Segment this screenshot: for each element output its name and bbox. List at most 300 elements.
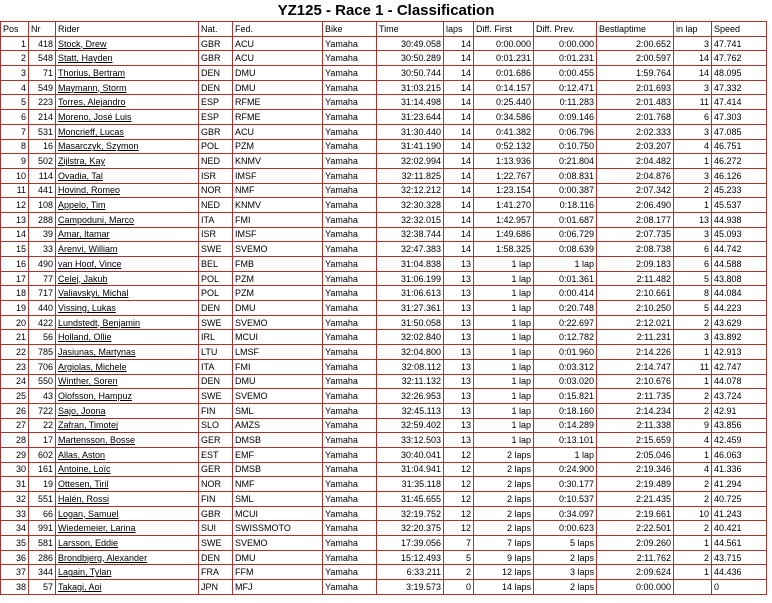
cell-diff-first: 1 lap <box>474 374 534 389</box>
cell-rider[interactable]: Jasiunas, Martynas <box>56 345 199 360</box>
cell-pos: 19 <box>1 301 29 316</box>
table-row <box>1 242 767 257</box>
cell-bike: Yamaha <box>323 286 377 301</box>
cell-fed: FMB <box>233 257 323 272</box>
cell-bike: Yamaha <box>323 301 377 316</box>
cell-bestlap: 2:10.661 <box>597 286 674 301</box>
cell-time: 3:19.573 <box>377 580 444 595</box>
cell-rider[interactable]: Maymann, Storm <box>56 80 199 95</box>
cell-nr: 33 <box>29 242 56 257</box>
cell-rider[interactable]: Hovind, Romeo <box>56 183 199 198</box>
cell-rider[interactable]: Ovadia, Tal <box>56 168 199 183</box>
cell-rider[interactable]: Winther, Soren <box>56 374 199 389</box>
cell-nr: 71 <box>29 66 56 81</box>
cell-pos: 28 <box>1 433 29 448</box>
cell-fed: NMF <box>233 183 323 198</box>
cell-rider[interactable]: Logan, Samuel <box>56 506 199 521</box>
cell-bestlap: 2:14.747 <box>597 359 674 374</box>
cell-diff-first: 2 laps <box>474 492 534 507</box>
cell-pos: 3 <box>1 66 29 81</box>
table-row <box>1 521 767 536</box>
cell-diff-first: 2 laps <box>474 477 534 492</box>
cell-fed: DMU <box>233 374 323 389</box>
col-rider: Rider <box>56 22 199 37</box>
cell-pos: 11 <box>1 183 29 198</box>
cell-pos: 13 <box>1 212 29 227</box>
cell-nr: 418 <box>29 36 56 51</box>
cell-bestlap: 2:11.762 <box>597 550 674 565</box>
cell-rider[interactable]: Zijlstra, Kay <box>56 154 199 169</box>
cell-fed: PZM <box>233 286 323 301</box>
cell-pos: 18 <box>1 286 29 301</box>
cell-nat: FIN <box>199 403 233 418</box>
cell-rider[interactable]: Wiedemeier, Larina <box>56 521 199 536</box>
cell-pos: 9 <box>1 154 29 169</box>
cell-pos: 14 <box>1 227 29 242</box>
cell-diff-first: 1 lap <box>474 286 534 301</box>
cell-nat: NOR <box>199 183 233 198</box>
cell-diff-first: 2 laps <box>474 521 534 536</box>
cell-diff-prev: 0:03.020 <box>534 374 597 389</box>
cell-bestlap: 2:14.226 <box>597 345 674 360</box>
cell-fed: PZM <box>233 271 323 286</box>
cell-nr: 161 <box>29 462 56 477</box>
cell-fed: EMF <box>233 447 323 462</box>
cell-laps: 14 <box>444 242 474 257</box>
cell-diff-prev: 0:08.639 <box>534 242 597 257</box>
cell-rider[interactable]: van Hoof, Vince <box>56 257 199 272</box>
cell-rider[interactable]: Argiolas, Michele <box>56 359 199 374</box>
cell-speed: 47.303 <box>712 110 767 125</box>
cell-nat: SWE <box>199 389 233 404</box>
col-bestlap: Bestlaptime <box>597 22 674 37</box>
cell-in-lap: 1 <box>674 198 712 213</box>
cell-diff-first: 1 lap <box>474 301 534 316</box>
col-nr: Nr <box>29 22 56 37</box>
cell-laps: 12 <box>444 462 474 477</box>
cell-nat: ISR <box>199 168 233 183</box>
cell-nat: FIN <box>199 492 233 507</box>
cell-bike: Yamaha <box>323 359 377 374</box>
cell-rider[interactable]: Moreno, José Luis <box>56 110 199 125</box>
cell-in-lap <box>674 580 712 595</box>
cell-pos: 33 <box>1 506 29 521</box>
cell-in-lap: 6 <box>674 257 712 272</box>
cell-diff-prev: 0:06.796 <box>534 124 597 139</box>
cell-speed: 43.724 <box>712 389 767 404</box>
cell-rider[interactable]: Amar, Itamar <box>56 227 199 242</box>
cell-rider[interactable]: Celej, Jakub <box>56 271 199 286</box>
cell-nat: POL <box>199 271 233 286</box>
cell-time: 30:50.744 <box>377 66 444 81</box>
cell-laps: 13 <box>444 271 474 286</box>
cell-fed: SVEMO <box>233 242 323 257</box>
cell-rider[interactable]: Lundstedt, Benjamin <box>56 315 199 330</box>
cell-nr: 722 <box>29 403 56 418</box>
cell-nat: ITA <box>199 212 233 227</box>
cell-nat: GBR <box>199 506 233 521</box>
cell-time: 32:19.752 <box>377 506 444 521</box>
cell-time: 31:06.199 <box>377 271 444 286</box>
cell-fed: DMU <box>233 301 323 316</box>
cell-laps: 14 <box>444 110 474 125</box>
cell-diff-prev: 0:00.455 <box>534 66 597 81</box>
cell-pos: 32 <box>1 492 29 507</box>
cell-diff-prev: 0:15.821 <box>534 389 597 404</box>
cell-laps: 2 <box>444 565 474 580</box>
table-row <box>1 536 767 551</box>
cell-diff-prev: 0:08.831 <box>534 168 597 183</box>
table-row <box>1 345 767 360</box>
cell-time: 32:26.953 <box>377 389 444 404</box>
cell-nr: 77 <box>29 271 56 286</box>
cell-time: 30:49.058 <box>377 36 444 51</box>
cell-fed: DMU <box>233 550 323 565</box>
cell-in-lap: 3 <box>674 80 712 95</box>
cell-pos: 24 <box>1 374 29 389</box>
table-row <box>1 36 767 51</box>
cell-speed: 44.436 <box>712 565 767 580</box>
cell-nr: 43 <box>29 389 56 404</box>
cell-rider[interactable]: Olofsson, Hampuz <box>56 389 199 404</box>
cell-time: 31:23.644 <box>377 110 444 125</box>
cell-diff-first: 2 laps <box>474 447 534 462</box>
cell-rider[interactable]: Valiavskyi, Michal <box>56 286 199 301</box>
table-row <box>1 389 767 404</box>
cell-nr: 549 <box>29 80 56 95</box>
table-row <box>1 580 767 595</box>
cell-time: 31:45.655 <box>377 492 444 507</box>
cell-rider[interactable]: Allas, Aston <box>56 447 199 462</box>
cell-diff-first: 1 lap <box>474 359 534 374</box>
cell-laps: 14 <box>444 80 474 95</box>
cell-bike: Yamaha <box>323 227 377 242</box>
cell-in-lap: 5 <box>674 271 712 286</box>
cell-laps: 13 <box>444 257 474 272</box>
cell-rider[interactable]: Thorius, Bertram <box>56 66 199 81</box>
cell-fed: ACU <box>233 124 323 139</box>
cell-time: 32:11.825 <box>377 168 444 183</box>
cell-nr: 602 <box>29 447 56 462</box>
cell-bestlap: 2:11.231 <box>597 330 674 345</box>
cell-fed: SVEMO <box>233 315 323 330</box>
cell-nr: 223 <box>29 95 56 110</box>
cell-bestlap: 2:12.021 <box>597 315 674 330</box>
cell-nat: POL <box>199 139 233 154</box>
col-diff-prev: Diff. Prev. <box>534 22 597 37</box>
cell-rider[interactable]: Appelo, Tim <box>56 198 199 213</box>
cell-nat: SWE <box>199 315 233 330</box>
cell-bestlap: 2:19.489 <box>597 477 674 492</box>
cell-diff-first: 1 lap <box>474 257 534 272</box>
cell-pos: 7 <box>1 124 29 139</box>
cell-speed: 47.741 <box>712 36 767 51</box>
cell-bike: Yamaha <box>323 345 377 360</box>
cell-nr: 422 <box>29 315 56 330</box>
cell-nat: EST <box>199 447 233 462</box>
cell-nat: NOR <box>199 477 233 492</box>
cell-speed: 43.715 <box>712 550 767 565</box>
cell-nr: 441 <box>29 183 56 198</box>
cell-rider[interactable]: Arenvi, William <box>56 242 199 257</box>
cell-diff-first: 1 lap <box>474 389 534 404</box>
table-row <box>1 315 767 330</box>
cell-laps: 7 <box>444 536 474 551</box>
cell-time: 32:32.015 <box>377 212 444 227</box>
col-speed: Speed <box>712 22 767 37</box>
cell-diff-first: 0:25.440 <box>474 95 534 110</box>
cell-nr: 344 <box>29 565 56 580</box>
cell-fed: AMZS <box>233 418 323 433</box>
cell-in-lap: 2 <box>674 550 712 565</box>
cell-rider[interactable]: Antoine, Loïc <box>56 462 199 477</box>
cell-diff-prev: 0:12.782 <box>534 330 597 345</box>
cell-laps: 14 <box>444 36 474 51</box>
cell-diff-prev: 0:24.900 <box>534 462 597 477</box>
cell-bestlap: 2:11.482 <box>597 271 674 286</box>
cell-bike: Yamaha <box>323 212 377 227</box>
cell-pos: 34 <box>1 521 29 536</box>
cell-time: 6:33.211 <box>377 565 444 580</box>
cell-speed: 45.093 <box>712 227 767 242</box>
cell-nr: 22 <box>29 418 56 433</box>
cell-laps: 12 <box>444 477 474 492</box>
cell-fed: LMSF <box>233 345 323 360</box>
cell-fed: DMSB <box>233 462 323 477</box>
cell-time: 31:41.190 <box>377 139 444 154</box>
cell-speed: 42.91 <box>712 403 767 418</box>
cell-rider[interactable]: Vissing, Lukas <box>56 301 199 316</box>
cell-rider[interactable]: Campoduni, Marco <box>56 212 199 227</box>
cell-bestlap: 2:21.435 <box>597 492 674 507</box>
cell-bestlap: 2:15.659 <box>597 433 674 448</box>
cell-laps: 13 <box>444 301 474 316</box>
cell-time: 32:08.112 <box>377 359 444 374</box>
cell-diff-first: 1 lap <box>474 403 534 418</box>
header-row <box>1 22 767 37</box>
cell-diff-first: 9 laps <box>474 550 534 565</box>
cell-in-lap: 1 <box>674 345 712 360</box>
cell-nat: GER <box>199 462 233 477</box>
cell-bike: Yamaha <box>323 403 377 418</box>
cell-bestlap: 2:04.482 <box>597 154 674 169</box>
cell-nr: 717 <box>29 286 56 301</box>
cell-fed: IMSF <box>233 168 323 183</box>
cell-speed: 46.272 <box>712 154 767 169</box>
table-row <box>1 330 767 345</box>
cell-pos: 20 <box>1 315 29 330</box>
cell-fed: KNMV <box>233 154 323 169</box>
cell-rider[interactable]: Sajo, Joona <box>56 403 199 418</box>
cell-laps: 13 <box>444 345 474 360</box>
cell-bike: Yamaha <box>323 433 377 448</box>
cell-rider[interactable]: Lagain, Tylan <box>56 565 199 580</box>
cell-nr: 581 <box>29 536 56 551</box>
cell-diff-prev: 0:20.748 <box>534 301 597 316</box>
cell-diff-prev: 0:22.697 <box>534 315 597 330</box>
cell-diff-first: 1 lap <box>474 345 534 360</box>
cell-diff-prev: 0:00.387 <box>534 183 597 198</box>
cell-laps: 13 <box>444 286 474 301</box>
cell-nr: 108 <box>29 198 56 213</box>
cell-rider[interactable]: Torres, Alejandro <box>56 95 199 110</box>
cell-time: 32:59.402 <box>377 418 444 433</box>
cell-fed: KNMV <box>233 198 323 213</box>
cell-time: 32:30.328 <box>377 198 444 213</box>
cell-fed: DMSB <box>233 433 323 448</box>
cell-rider[interactable]: Martensson, Bosse <box>56 433 199 448</box>
cell-time: 31:14.498 <box>377 95 444 110</box>
cell-rider[interactable]: Zafran, Timotej <box>56 418 199 433</box>
cell-laps: 14 <box>444 124 474 139</box>
cell-diff-first: 7 laps <box>474 536 534 551</box>
cell-diff-prev: 0:00.414 <box>534 286 597 301</box>
cell-rider[interactable]: Moncrieff, Lucas <box>56 124 199 139</box>
cell-nat: DEN <box>199 550 233 565</box>
cell-rider[interactable]: Masarczyk, Szymon <box>56 139 199 154</box>
cell-laps: 13 <box>444 359 474 374</box>
cell-diff-first: 1 lap <box>474 315 534 330</box>
cell-rider[interactable]: Stock, Drew <box>56 36 199 51</box>
cell-speed: 47.085 <box>712 124 767 139</box>
cell-diff-first: 2 laps <box>474 506 534 521</box>
cell-nr: 66 <box>29 506 56 521</box>
cell-fed: DMU <box>233 66 323 81</box>
cell-pos: 38 <box>1 580 29 595</box>
col-diff-first: Diff. First <box>474 22 534 37</box>
cell-bestlap: 2:00.652 <box>597 36 674 51</box>
cell-rider[interactable]: Ottesen, Tiril <box>56 477 199 492</box>
cell-in-lap: 14 <box>674 51 712 66</box>
cell-fed: MCUI <box>233 330 323 345</box>
table-row <box>1 257 767 272</box>
cell-speed: 44.223 <box>712 301 767 316</box>
cell-nr: 214 <box>29 110 56 125</box>
cell-nat: GBR <box>199 124 233 139</box>
cell-bestlap: 2:07.342 <box>597 183 674 198</box>
table-row <box>1 462 767 477</box>
cell-speed: 45.537 <box>712 198 767 213</box>
cell-in-lap: 1 <box>674 374 712 389</box>
cell-bestlap: 2:19.661 <box>597 506 674 521</box>
cell-laps: 12 <box>444 492 474 507</box>
cell-in-lap: 10 <box>674 506 712 521</box>
cell-bike: Yamaha <box>323 154 377 169</box>
cell-speed: 44.078 <box>712 374 767 389</box>
cell-pos: 30 <box>1 462 29 477</box>
cell-in-lap: 6 <box>674 242 712 257</box>
cell-time: 32:04.800 <box>377 345 444 360</box>
cell-in-lap: 1 <box>674 565 712 580</box>
cell-laps: 14 <box>444 183 474 198</box>
cell-laps: 14 <box>444 212 474 227</box>
cell-laps: 13 <box>444 403 474 418</box>
table-row <box>1 506 767 521</box>
cell-in-lap: 2 <box>674 492 712 507</box>
cell-time: 30:40.041 <box>377 447 444 462</box>
cell-laps: 14 <box>444 139 474 154</box>
cell-laps: 13 <box>444 315 474 330</box>
cell-pos: 17 <box>1 271 29 286</box>
cell-diff-first: 0:52.132 <box>474 139 534 154</box>
cell-bike: Yamaha <box>323 80 377 95</box>
cell-laps: 14 <box>444 95 474 110</box>
cell-nat: ITA <box>199 359 233 374</box>
cell-speed: 41.243 <box>712 506 767 521</box>
cell-diff-first: 0:01.686 <box>474 66 534 81</box>
cell-fed: ACU <box>233 51 323 66</box>
table-row <box>1 183 767 198</box>
cell-nr: 440 <box>29 301 56 316</box>
cell-fed: SVEMO <box>233 389 323 404</box>
cell-bike: Yamaha <box>323 168 377 183</box>
table-row <box>1 492 767 507</box>
cell-in-lap: 8 <box>674 286 712 301</box>
table-row <box>1 286 767 301</box>
cell-diff-first: 0:00.000 <box>474 36 534 51</box>
cell-fed: MCUI <box>233 506 323 521</box>
cell-diff-first: 0:14.157 <box>474 80 534 95</box>
cell-speed: 42.459 <box>712 433 767 448</box>
cell-bestlap: 2:19.346 <box>597 462 674 477</box>
cell-speed: 41.336 <box>712 462 767 477</box>
table-row <box>1 301 767 316</box>
cell-nat: DEN <box>199 301 233 316</box>
cell-pos: 12 <box>1 198 29 213</box>
col-laps: laps <box>444 22 474 37</box>
cell-speed: 44.084 <box>712 286 767 301</box>
cell-in-lap: 2 <box>674 477 712 492</box>
cell-in-lap: 2 <box>674 183 712 198</box>
cell-diff-prev: 2 laps <box>534 550 597 565</box>
cell-diff-first: 1 lap <box>474 330 534 345</box>
classification-rows <box>1 36 767 594</box>
cell-pos: 1 <box>1 36 29 51</box>
cell-rider[interactable]: Halén, Rossi <box>56 492 199 507</box>
cell-nat: SUI <box>199 521 233 536</box>
cell-fed: RFME <box>233 95 323 110</box>
cell-speed: 43.808 <box>712 271 767 286</box>
cell-in-lap: 6 <box>674 110 712 125</box>
cell-fed: FFM <box>233 565 323 580</box>
cell-rider[interactable]: Brondbjerg, Alexander <box>56 550 199 565</box>
cell-rider[interactable]: Holland, Ollie <box>56 330 199 345</box>
cell-fed: SVEMO <box>233 536 323 551</box>
cell-fed: SML <box>233 492 323 507</box>
cell-diff-prev: 0:00.000 <box>534 36 597 51</box>
cell-nr: 550 <box>29 374 56 389</box>
col-time: Time <box>377 22 444 37</box>
cell-speed: 46.126 <box>712 168 767 183</box>
cell-nat: DEN <box>199 374 233 389</box>
cell-rider[interactable]: Larsson, Eddie <box>56 536 199 551</box>
cell-time: 31:04.838 <box>377 257 444 272</box>
cell-nr: 551 <box>29 492 56 507</box>
cell-rider[interactable]: Statt, Hayden <box>56 51 199 66</box>
cell-rider[interactable]: Takagi, Aoi <box>56 580 199 595</box>
cell-fed: FMI <box>233 212 323 227</box>
cell-bike: Yamaha <box>323 198 377 213</box>
cell-speed: 46.063 <box>712 447 767 462</box>
cell-pos: 23 <box>1 359 29 374</box>
cell-pos: 22 <box>1 345 29 360</box>
cell-nat: POL <box>199 286 233 301</box>
cell-speed: 45.233 <box>712 183 767 198</box>
table-row <box>1 477 767 492</box>
cell-time: 32:47.383 <box>377 242 444 257</box>
cell-diff-prev: 0:30.177 <box>534 477 597 492</box>
cell-speed: 48.095 <box>712 66 767 81</box>
